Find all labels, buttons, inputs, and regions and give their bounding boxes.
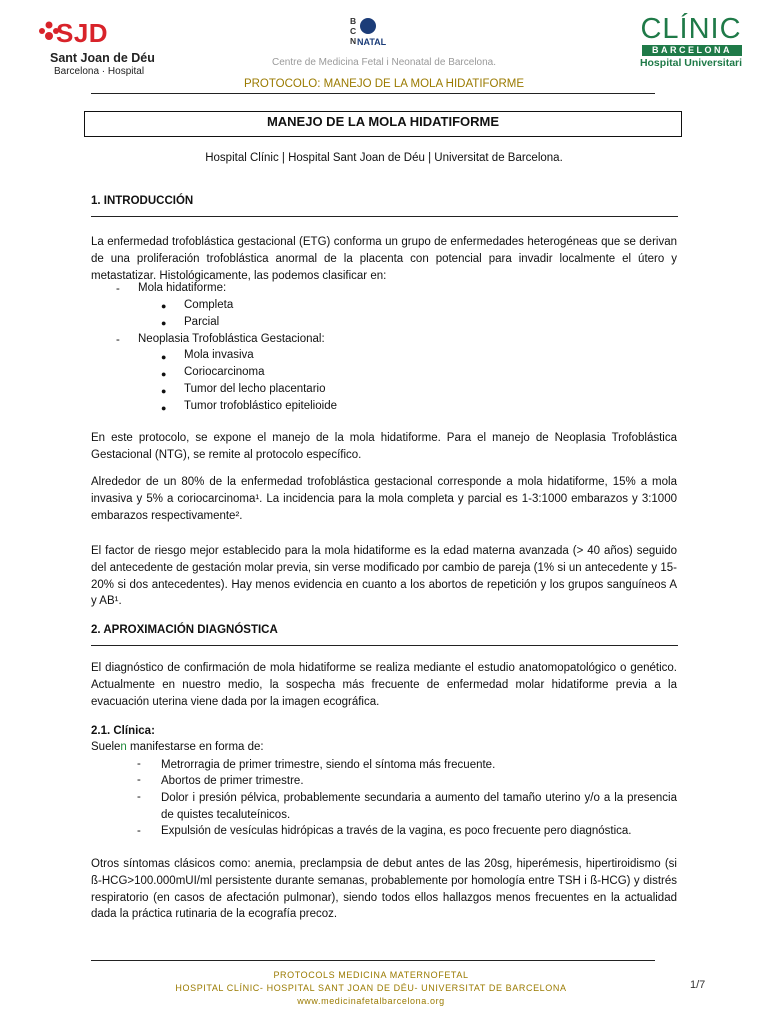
- bcnatal-letter-b: B: [350, 16, 357, 26]
- list-dash: -: [137, 825, 141, 837]
- protocol-prefix: PROTOCOLO: [243, 78, 318, 90]
- footer-website: www.medicinafetalbarcelona.org: [297, 996, 445, 1006]
- section-1-divider: [91, 216, 678, 217]
- section-2-others: Otros síntomas clásicos como: anemia, preclampsia de debut antes de las 20sg, hiperémesis, hipertiroidismo (si ß-HCG>100.000mUI/ml persistente durante semanas, probablemente por homología entre TSH i ß-HCG) y distrés respiratorio (en casos de afectación pulmonar), siendo todos ellos hallazgos menos frecuentes en la actualidad dada la práctica rutinaria de la ecografía precoz.: [91, 858, 677, 921]
- bullet-icon: ●: [161, 403, 167, 413]
- list-subitem: Coriocarcinoma: [184, 366, 265, 378]
- bullet-icon: ●: [161, 352, 167, 362]
- clinica-item: Metrorragia de primer trimestre, siendo el síntoma más frecuente.: [161, 759, 496, 771]
- hospitals-line: Hospital Clínic | Hospital Sant Joan de Déu | Universitat de Barcelona.: [205, 152, 563, 164]
- footer-line-1: PROTOCOLS MEDICINA MATERNOFETAL: [273, 970, 469, 980]
- bullet-icon: ●: [161, 318, 167, 328]
- list-dash: -: [137, 774, 141, 786]
- list-subitem: Parcial: [184, 316, 220, 328]
- section-1-paragraph-2: En este protocolo, se expone el manejo de la mola hidatiforme. Para el manejo de Neoplasia Trofoblástica Gestacional (NTG), se remite al protocolo específico.: [91, 432, 677, 461]
- list-subitem: Tumor del lecho placentario: [184, 383, 326, 395]
- subsection-clinica-heading: 2.1. Clínica:: [91, 725, 155, 737]
- protocol-line: [0, 78, 768, 90]
- list-subitem: Mola invasiva: [184, 349, 254, 361]
- sjd-subtitle: Barcelona · Hospital: [54, 66, 145, 77]
- bcnatal-letter-n: N: [350, 36, 357, 46]
- section-2-heading: 2. APROXIMACIÓN DIAGNÓSTICA: [91, 624, 278, 636]
- page-number: 1/7: [690, 979, 706, 991]
- suelen-part-a: Suele: [91, 741, 121, 753]
- sjd-logo-text: SJD: [56, 18, 109, 48]
- list-dash: -: [116, 334, 120, 346]
- sjd-name: Sant Joan de Déu: [50, 51, 155, 65]
- clinica-item: Expulsión de vesículas hidrópicas a través de la vagina, es poco frecuente pero diagnóstica.: [161, 825, 632, 837]
- list-subitem: Tumor trofoblástico epitelioide: [184, 400, 337, 412]
- bcnatal-logo: [350, 16, 402, 52]
- document-title: MANEJO DE LA MOLA HIDATIFORME: [84, 111, 682, 137]
- section-1-heading: 1. INTRODUCCIÓN: [91, 195, 194, 207]
- section-1-intro: La enfermedad trofoblástica gestacional (ETG) conforma un grupo de enfermedades heterogéneas que se derivan de una proliferación trofoblástica anormal de la placenta con potencial para invadir localmente el útero y metastatizar. Histológicamente, las podemos clasificar en:: [91, 236, 677, 282]
- list-item-mola: Mola hidatiforme:: [138, 282, 227, 294]
- section-2-paragraph-1: El diagnóstico de confirmación de mola hidatiforme se realiza mediante el estudio anatomopatológico o genético. Actualmente en nuestro medio, la sospecha más frecuente de enfermedad molar hidatiforme previa a la evacuación uterina viene dada por la imagen ecográfica.: [91, 662, 677, 708]
- bcnatal-circle-icon: [360, 18, 376, 34]
- bullet-icon: ●: [161, 369, 167, 379]
- section-2-divider: [91, 645, 678, 646]
- section-1-paragraph-3: Alrededor de un 80% de la enfermedad trofoblástica gestacional corresponde a mola hidatiforme, 15% a mola invasiva y 5% a coriocarcinoma¹. La incidencia para la mola completa y parcial es 1-3:1000 embarazos y 3:1000 embarazos respectivamente².: [91, 476, 677, 522]
- clinica-item: Abortos de primer trimestre.: [161, 775, 304, 787]
- clinica-item: Dolor i presión pélvica, probablemente secundaria a aumento del tamaño uterino y/o a la presencia de quistes tecaluteínicos.: [161, 792, 677, 821]
- suelen-part-b: manifestarse en forma de:: [126, 741, 264, 753]
- footer-line-2: HOSPITAL CLÍNIC- HOSPITAL SANT JOAN DE DÉU- UNIVERSITAT DE BARCELONA: [175, 983, 567, 993]
- list-subitem: Completa: [184, 299, 234, 311]
- suelen-n: n: [120, 741, 127, 753]
- bcnatal-letter-c: C: [350, 26, 357, 36]
- bcnatal-word: NATAL: [357, 37, 387, 47]
- clinic-logo: [632, 14, 750, 70]
- centre-name: Centre de Medicina Fetal i Neonatal de Barcelona.: [271, 57, 497, 68]
- clinic-subtitle: Hospital Universitari: [639, 57, 743, 69]
- bullet-icon: ●: [161, 301, 167, 311]
- protocol-title: : MANEJO DE LA MOLA HIDATIFORME: [317, 78, 525, 90]
- list-dash: -: [137, 791, 141, 803]
- list-dash: -: [137, 758, 141, 770]
- clinic-name: CLÍNIC: [640, 13, 742, 45]
- list-dash: -: [116, 283, 120, 295]
- footer-divider: [91, 960, 655, 961]
- sjd-logo: [34, 18, 174, 78]
- list-item-ntg: Neoplasia Trofoblástica Gestacional:: [138, 333, 325, 345]
- bullet-icon: ●: [161, 386, 167, 396]
- clinic-city: BARCELONA: [642, 45, 742, 56]
- section-1-paragraph-4: El factor de riesgo mejor establecido para la mola hidatiforme es la edad materna avanzada (> 40 años) seguido del antecedente de gestación molar previa, sin verse modificado por cambio de pareja (1% si un antecedente y 15-20% si dos antecedentes). Hay menos evidencia en cuanto a los abortos de repetición y los grupos sanguíneos A y AB¹.: [91, 545, 677, 608]
- header-divider: [91, 93, 655, 94]
- suelen-line: [91, 741, 264, 753]
